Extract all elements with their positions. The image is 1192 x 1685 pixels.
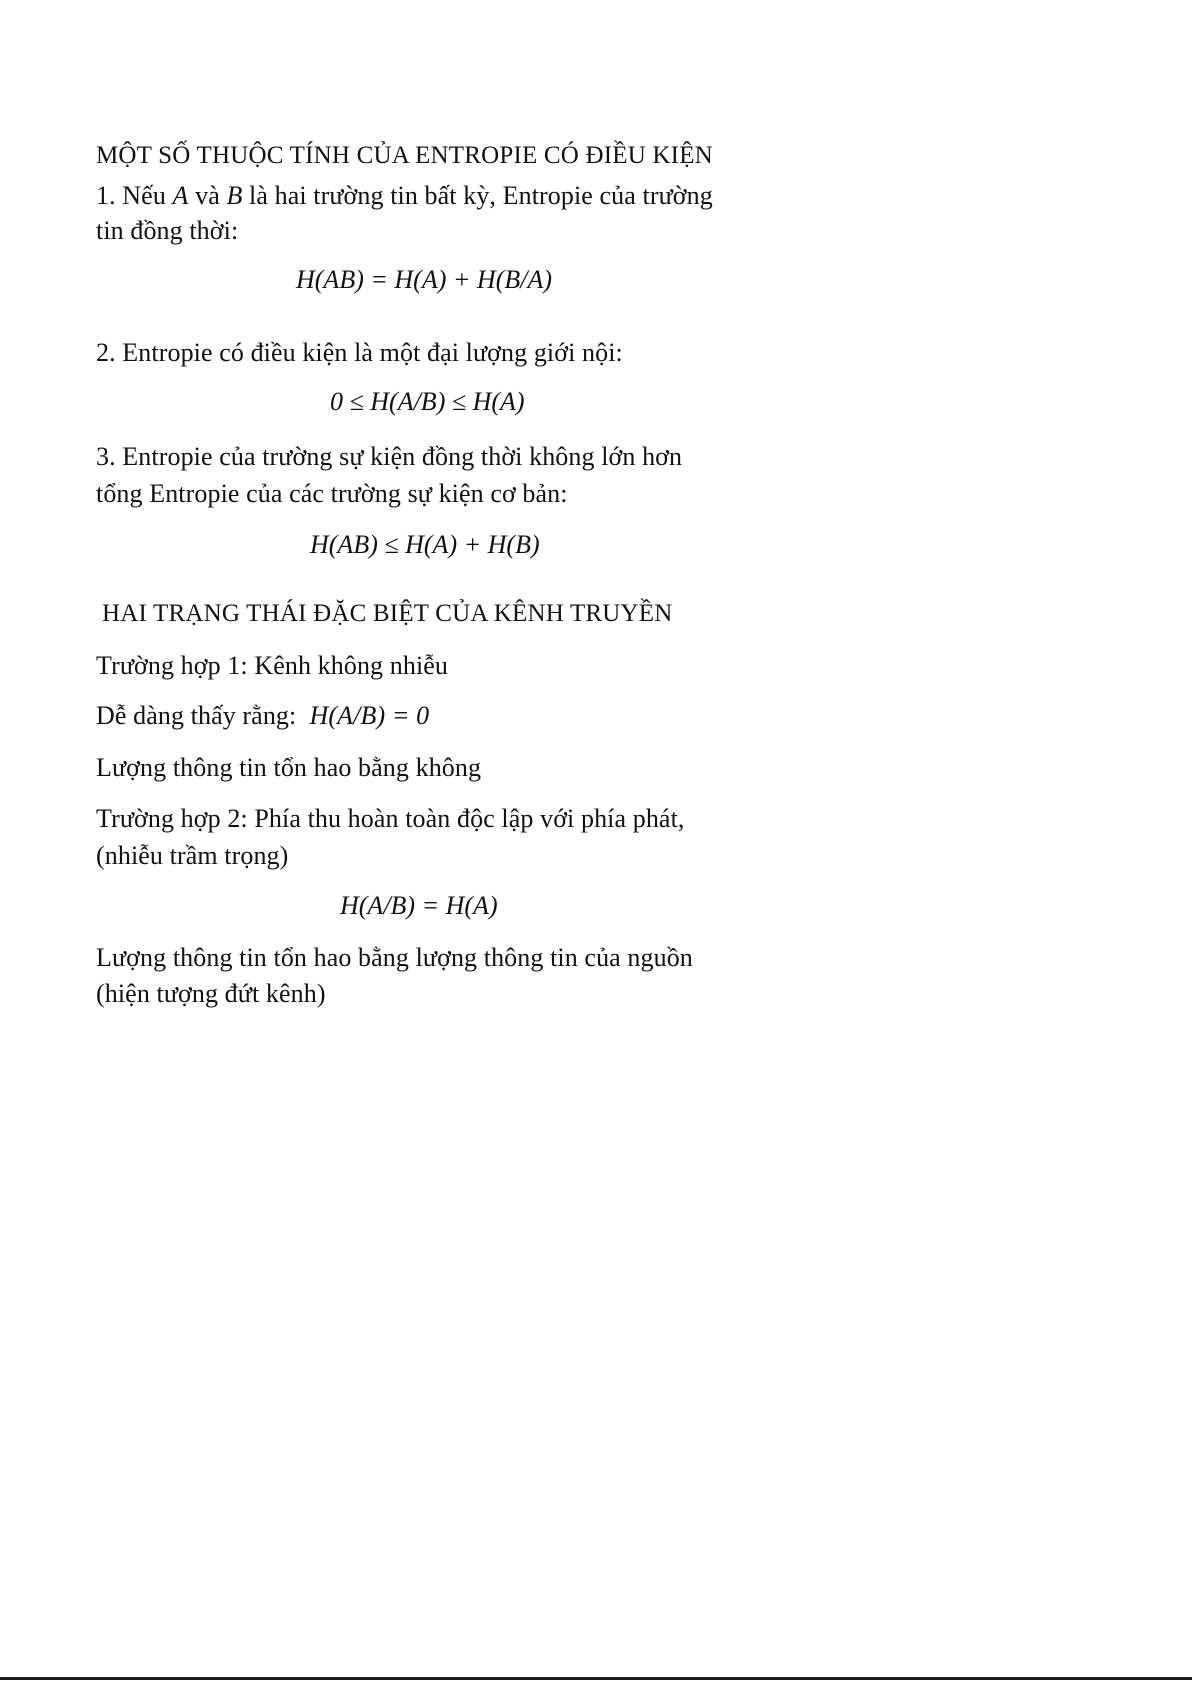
case2-line2: (nhiễu trầm trọng) bbox=[96, 841, 289, 870]
section-heading-channel-states: HAI TRẠNG THÁI ĐẶC BIỆT CỦA KÊNH TRUYỀN bbox=[102, 600, 673, 627]
item2-text: 2. Entropie có điều kiện là một đại lượng giới nội: bbox=[96, 338, 623, 367]
item1-prefix: 1. Nếu bbox=[96, 181, 173, 210]
item3-line1: 3. Entropie của trường sự kiện đồng thời không lớn hơn bbox=[96, 442, 683, 471]
case1-line-prefix: Dễ dàng thấy rằng: bbox=[96, 701, 297, 730]
equation-joint-entropy: H(AB) = H(A) + H(B/A) bbox=[296, 265, 553, 294]
case2-line1: Trường hợp 2: Phía thu hoàn toàn độc lập với phía phát, bbox=[96, 804, 685, 833]
case1-conclusion: Lượng thông tin tổn hao bằng không bbox=[96, 753, 482, 782]
case2-conclusion-line1: Lượng thông tin tổn hao bằng lượng thông tin của nguồn bbox=[96, 943, 693, 972]
section-heading-properties: MỘT SỐ THUỘC TÍNH CỦA ENTROPIE CÓ ĐIỀU KIỆN bbox=[96, 142, 713, 169]
case1-title: Trường hợp 1: Kênh không nhiễu bbox=[96, 651, 449, 680]
case2-conclusion-line2: (hiện tượng đứt kênh) bbox=[96, 979, 326, 1008]
equation-subadditivity: H(AB) ≤ H(A) + H(B) bbox=[310, 530, 540, 559]
item1-suffix: là hai trường tin bất kỳ, Entropie của trường bbox=[242, 181, 713, 210]
item1-line1 bbox=[96, 180, 713, 212]
item1-var-a: A bbox=[172, 181, 189, 210]
bottom-divider bbox=[0, 1677, 1192, 1680]
equation-bounded: 0 ≤ H(A/B) ≤ H(A) bbox=[330, 387, 525, 416]
equation-full-loss: H(A/B) = H(A) bbox=[340, 891, 498, 920]
item1-var-b: B bbox=[226, 181, 243, 210]
case1-line bbox=[96, 700, 429, 732]
item3-line2: tổng Entropie của các trường sự kiện cơ bản: bbox=[96, 479, 568, 508]
case1-equation: H(A/B) = 0 bbox=[309, 701, 430, 730]
item1-line2: tin đồng thời: bbox=[96, 216, 239, 245]
item1-mid: và bbox=[188, 181, 227, 210]
